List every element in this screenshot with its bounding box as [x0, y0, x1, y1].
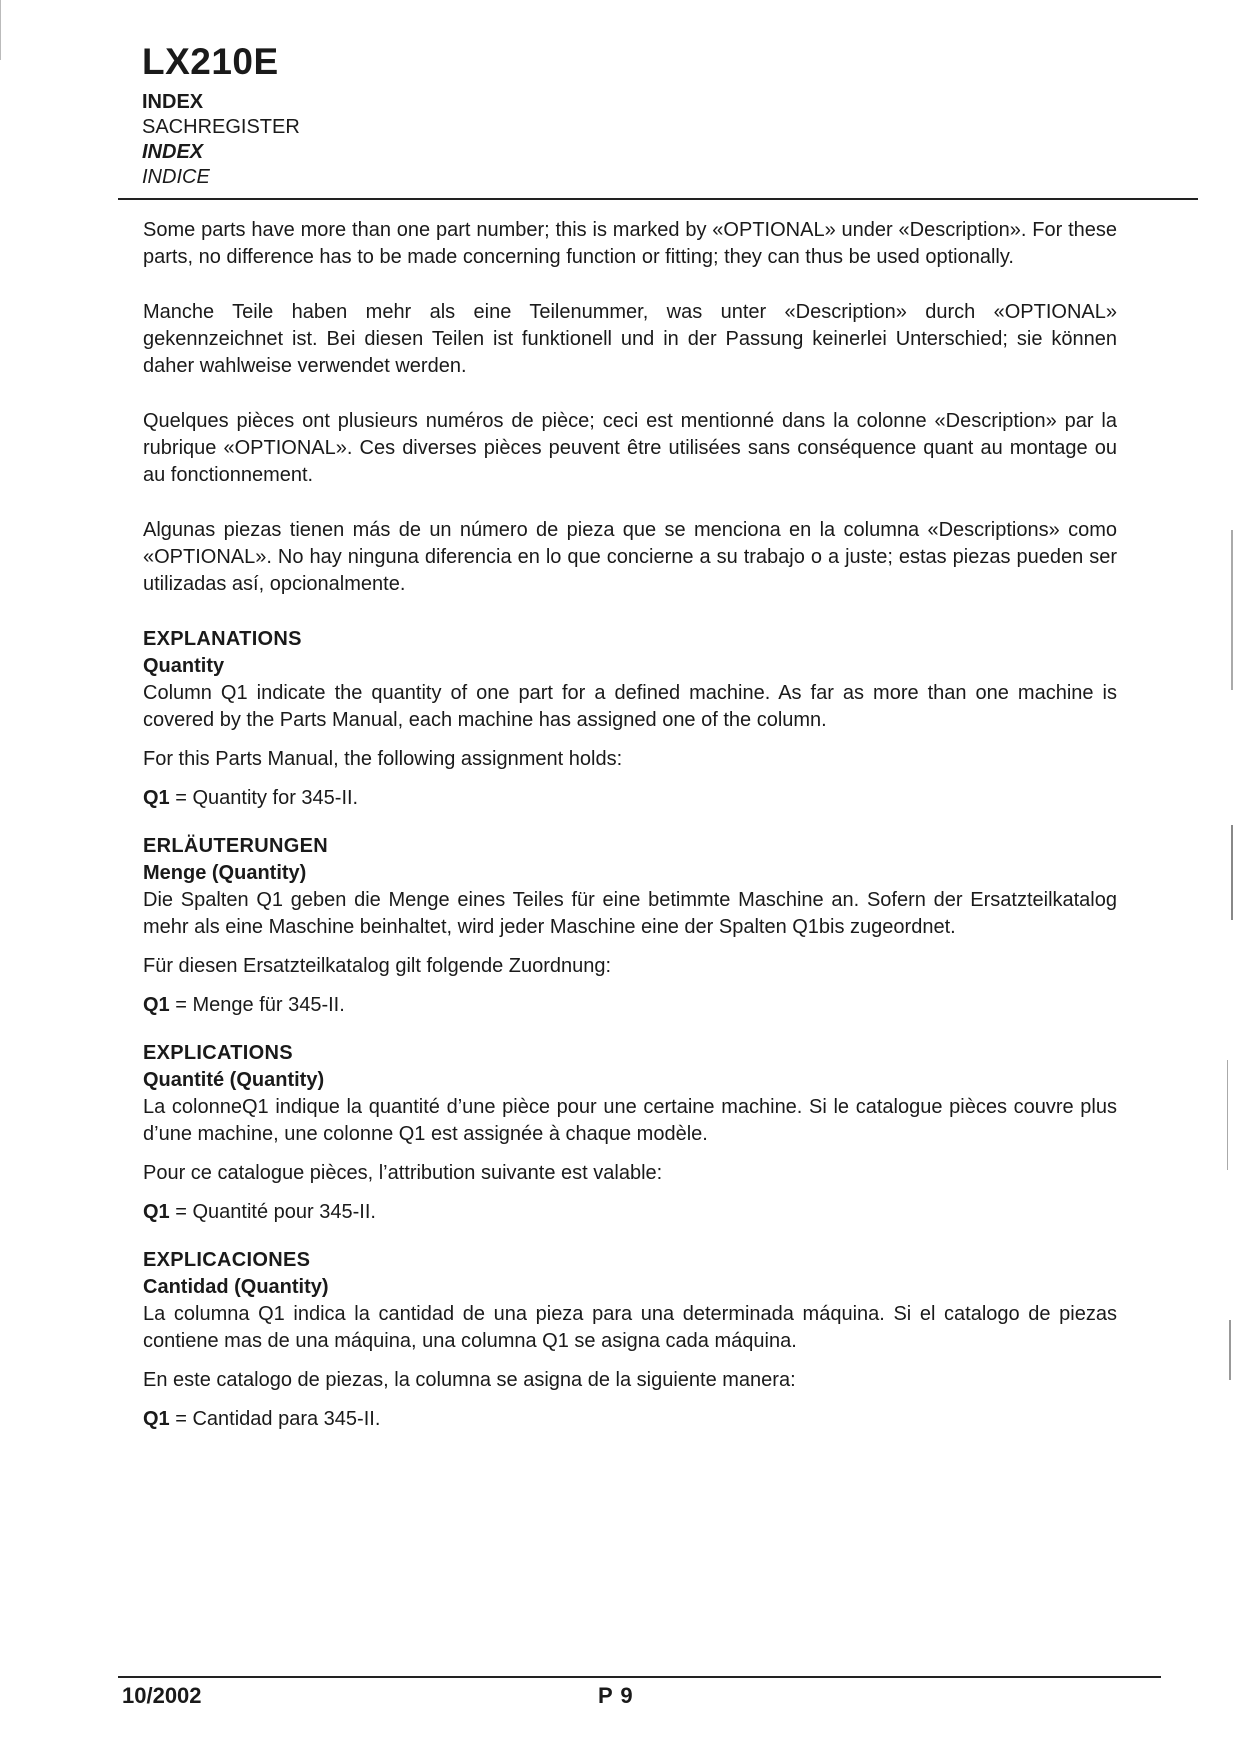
scan-artifact — [0, 0, 1, 60]
page-header — [142, 40, 300, 190]
section-explicaciones — [143, 1247, 1117, 1433]
header-divider — [118, 198, 1198, 200]
section-title: ERLÄUTERUNGEN — [143, 835, 329, 857]
section-assignment: For this Parts Manual, the following assignment holds: — [143, 748, 623, 770]
page-number: P 9 — [598, 1683, 634, 1708]
section-explications — [143, 1040, 1117, 1226]
footer-date: 10/2002 — [122, 1683, 202, 1708]
q-text: = Quantity for 345-II. — [169, 787, 359, 809]
q-text: = Quantité pour 345-II. — [169, 1201, 376, 1223]
q-label: Q1 — [143, 787, 170, 809]
scan-artifact — [1231, 825, 1233, 920]
scan-artifact — [1231, 530, 1233, 690]
index-label-en: INDEX — [142, 91, 204, 113]
quantity-assignment — [143, 1199, 1117, 1226]
section-assignment: Pour ce catalogue pièces, l’attribution suivante est valable: — [143, 1162, 663, 1184]
section-body: Column Q1 indicate the quantity of one part for a defined machine. As far as more than one machine is covered by the Parts Manual, each machine has assigned one of the column. — [143, 682, 1117, 731]
index-label-es: INDICE — [142, 166, 210, 188]
section-assignment: Für diesen Ersatzteilkatalog gilt folgende Zuordnung: — [143, 955, 612, 977]
section-body: Die Spalten Q1 geben die Menge eines Teiles für eine betimmte Maschine an. Sofern der Ersatzteilkatalog mehr als eine Maschine beinhaltet, wird jeder Maschine eine der Spalten Q1bis zugeordnet. — [143, 889, 1117, 938]
index-label-de: SACHREGISTER — [142, 116, 300, 138]
section-subtitle: Quantity — [143, 655, 225, 677]
quantity-assignment — [143, 785, 1117, 812]
quantity-assignment — [143, 1406, 1117, 1433]
page-footer — [122, 1683, 1162, 1717]
intro-paragraph-en: Some parts have more than one part number; this is marked by «OPTIONAL» under «Description». For these parts, no difference has to be made concerning function or fitting; they can thus be used optionally. — [143, 219, 1117, 268]
quantity-assignment — [143, 992, 1117, 1019]
q-label: Q1 — [143, 994, 170, 1016]
section-assignment: En este catalogo de piezas, la columna se asigna de la siguiente manera: — [143, 1369, 796, 1391]
section-body: La colonneQ1 indique la quantité d’une pièce pour une certaine machine. Si le catalogue pièces couvre plus d’une machine, une colonne Q1 est assignée à chaque modèle. — [143, 1096, 1117, 1145]
q-label: Q1 — [143, 1201, 170, 1223]
section-explanations — [143, 626, 1117, 812]
section-title: EXPLANATIONS — [143, 628, 302, 650]
intro-paragraph-fr: Quelques pièces ont plusieurs numéros de pièce; ceci est mentionné dans la colonne «Description» par la rubrique «OPTIONAL». Ces diverses pièces peuvent être utilisées sans conséquence quant au montage ou au fonctionnement. — [143, 410, 1117, 486]
section-subtitle: Quantité (Quantity) — [143, 1069, 325, 1091]
scan-artifact — [1229, 1320, 1231, 1380]
section-erlaeuterungen — [143, 833, 1117, 1019]
section-title: EXPLICACIONES — [143, 1249, 311, 1271]
scan-artifact — [1227, 1060, 1228, 1170]
section-subtitle: Menge (Quantity) — [143, 862, 307, 884]
q-text: = Menge für 345-II. — [169, 994, 345, 1016]
model-title: LX210E — [142, 41, 279, 82]
footer-divider — [118, 1676, 1161, 1678]
q-text: = Cantidad para 345-II. — [169, 1408, 381, 1430]
intro-paragraph-de: Manche Teile haben mehr als eine Teilenummer, was unter «Description» durch «OPTIONAL» gekennzeichnet ist. Bei diesen Teilen ist funktionell und in der Passung keinerlei Unterschied; sie können daher wahlweise verwendet werden. — [143, 301, 1117, 377]
section-title: EXPLICATIONS — [143, 1042, 293, 1064]
q-label: Q1 — [143, 1408, 170, 1430]
intro-paragraph-es: Algunas piezas tienen más de un número de pieza que se menciona en la columna «Descriptions» como «OPTIONAL». No hay ninguna diferencia en lo que concierne a su trabajo o a juste; estas piezas pueden ser utilizadas así, opcionalmente. — [143, 519, 1117, 595]
page-content — [143, 217, 1117, 1454]
section-subtitle: Cantidad (Quantity) — [143, 1276, 329, 1298]
section-body: La columna Q1 indica la cantidad de una pieza para una determinada máquina. Si el catalogo de piezas contiene mas de una máquina, una columna Q1 se asigna cada máquina. — [143, 1303, 1117, 1352]
index-label-fr: INDEX — [142, 141, 204, 163]
